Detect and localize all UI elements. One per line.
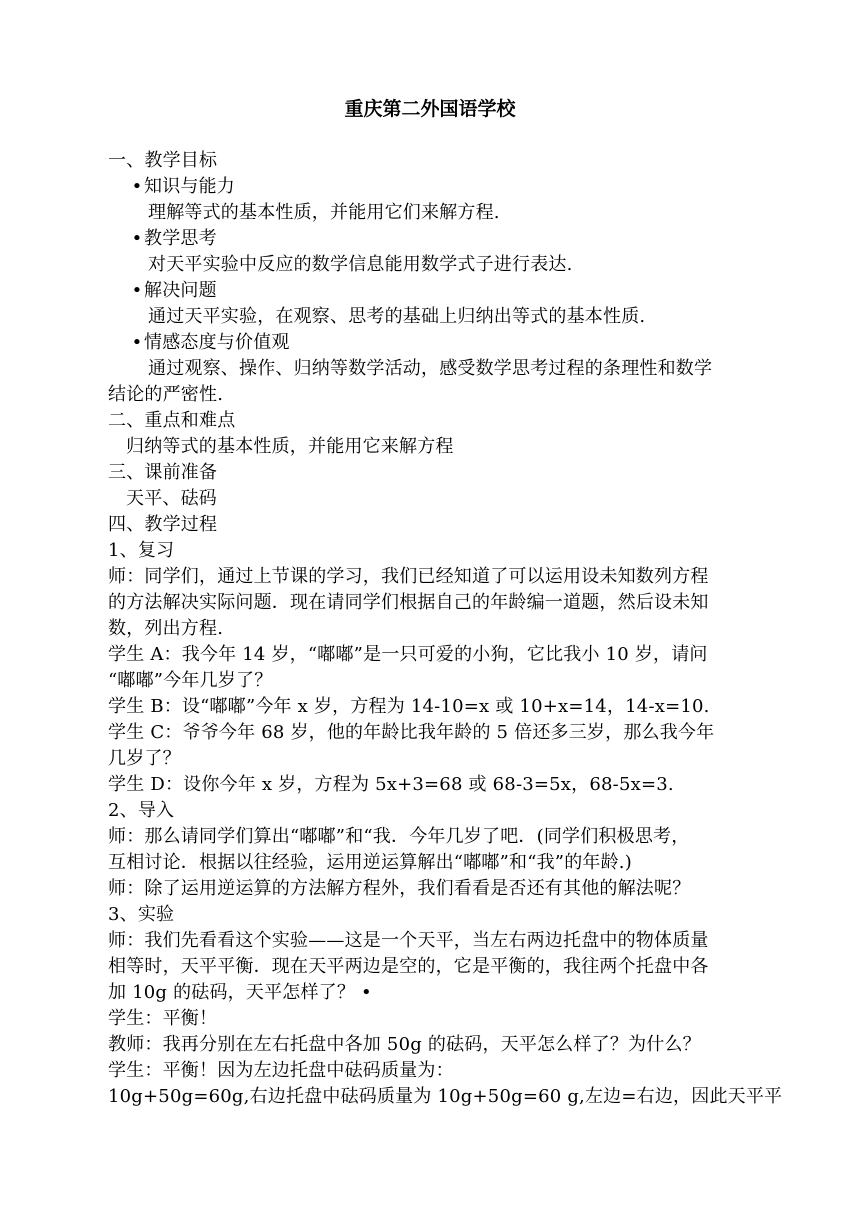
bullet-item <box>130 278 217 304</box>
paragraph-line: 教师：我再分别在左右托盘中各加 50g 的砝码，天平怎么样了？为什么？ <box>108 1034 701 1055</box>
paragraph-line: 互相讨论．根据以往经验，运用逆运算解出“嘟嘟”和“我”的年龄.) <box>108 852 632 873</box>
paragraph-line: 对天平实验中反应的数学信息能用数学式子进行表达. <box>148 254 573 275</box>
paragraph-line: 相等时，天平平衡．现在天平两边是空的，它是平衡的，我往两个托盘中各 <box>108 956 709 977</box>
heading-teaching-goals: 一、教学目标 <box>108 150 218 171</box>
bullet-icon: • <box>131 332 143 353</box>
bullet-label: 知识与能力 <box>144 176 235 197</box>
paragraph-line: 结论的严密性. <box>108 384 224 405</box>
paragraph-line: 学生 B：设“嘟嘟”今年 x 岁，方程为 14-10=x 或 10+x=14，14-x=10. <box>108 696 710 717</box>
paragraph-line: 学生 C：爷爷今年 68 岁，他的年龄比我年龄的 5 倍还多三岁，那么我今年 <box>108 722 715 743</box>
bullet-item <box>130 226 217 252</box>
subheading-review: 1、复习 <box>108 540 175 561</box>
paragraph-line: 学生：平衡！因为左边托盘中砝码质量为： <box>108 1060 454 1081</box>
subheading-experiment: 3、实验 <box>108 904 175 925</box>
heading-preparation: 三、课前准备 <box>108 462 218 483</box>
subheading-introduction: 2、导入 <box>108 800 175 821</box>
paragraph-line: 师：我们先看看这个实验——这是一个天平，当左右两边托盘中的物体质量 <box>108 930 709 951</box>
paragraph-line: 10g+50g=60g,右边托盘中砝码质量为 10g+50g=60 g,左边=右边，因此天平平 <box>108 1086 783 1107</box>
document-title: 重庆第二外国语学校 <box>344 98 516 120</box>
bullet-item <box>130 174 235 200</box>
bullet-label: 教学思考 <box>144 228 217 249</box>
bullet-label: 情感态度与价值观 <box>144 332 290 353</box>
paragraph-line: 几岁了？ <box>108 748 181 769</box>
paragraph-line: 天平、砝码 <box>126 488 217 509</box>
paragraph-line: 学生 A：我今年 14 岁，“嘟嘟”是一只可爱的小狗，它比我小 10 岁，请问 <box>108 644 708 665</box>
paragraph-line: 数，列出方程. <box>108 618 224 639</box>
paragraph-line: 学生 D：设你今年 x 岁，方程为 5x+3=68 或 68-3=5x，68-5x=3. <box>108 774 674 795</box>
heading-key-points: 二、重点和难点 <box>108 410 236 431</box>
bullet-label: 解决问题 <box>144 280 217 301</box>
paragraph-line: 通过观察、操作、归纳等数学活动，感受数学思考过程的条理性和数学 <box>148 358 713 379</box>
paragraph-line: 师：除了运用逆运算的方法解方程外，我们看看是否还有其他的解法呢？ <box>108 878 691 899</box>
paragraph-line: 的方法解决实际问题．现在请同学们根据自己的年龄编一道题，然后设未知 <box>108 592 709 613</box>
bullet-item <box>130 330 290 356</box>
paragraph-line: 加 10g 的砝码，天平怎样了？ • <box>108 982 372 1003</box>
paragraph-line: 师：同学们，通过上节课的学习，我们已经知道了可以运用设未知数列方程 <box>108 566 709 587</box>
paragraph-line: 理解等式的基本性质，并能用它们来解方程. <box>148 202 500 223</box>
bullet-icon: • <box>131 280 143 301</box>
bullet-icon: • <box>131 176 143 197</box>
paragraph-line: 通过天平实验，在观察、思考的基础上归纳出等式的基本性质. <box>148 306 646 327</box>
bullet-icon: • <box>131 228 143 249</box>
heading-teaching-process: 四、教学过程 <box>108 514 218 535</box>
paragraph-line: 师：那么请同学们算出“嘟嘟”和“我．今年几岁了吧．(同学们积极思考， <box>108 826 690 847</box>
paragraph-line: 学生：平衡！ <box>108 1008 218 1029</box>
paragraph-line: 归纳等式的基本性质，并能用它来解方程 <box>126 436 454 457</box>
paragraph-line: “嘟嘟”今年几岁了？ <box>108 670 273 691</box>
